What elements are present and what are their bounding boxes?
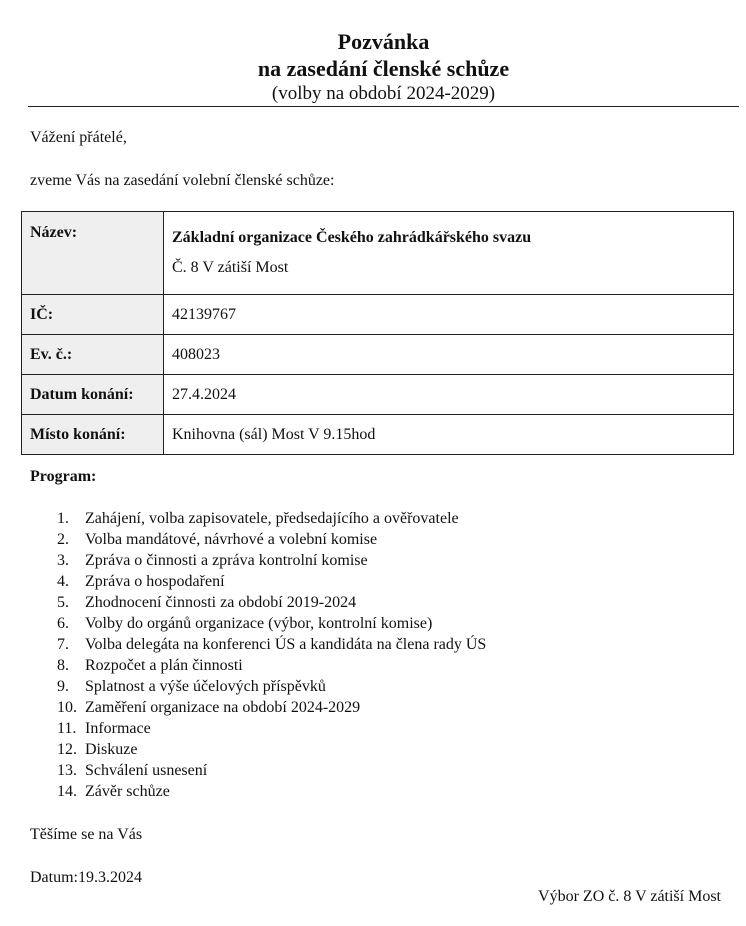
document-header <box>28 28 739 105</box>
name-label: Název: <box>22 212 164 295</box>
item-number: 14. <box>57 783 77 800</box>
program-heading: Program: <box>30 468 97 485</box>
item-number: 10. <box>57 699 77 716</box>
list-item <box>57 571 486 592</box>
item-text: Zpráva o hospodaření <box>85 573 225 590</box>
list-item <box>57 739 486 760</box>
organization-branch: Č. 8 V zátiší Most <box>172 259 289 276</box>
list-item <box>57 676 486 697</box>
list-item <box>57 613 486 634</box>
item-text: Volba mandátové, návrhové a volební komise <box>85 531 378 548</box>
item-number: 7. <box>57 636 69 653</box>
document-title-line2: na zasedání členské schůze <box>257 56 510 81</box>
item-text: Závěr schůze <box>85 783 170 800</box>
name-value-cell <box>164 212 734 295</box>
meeting-info-table <box>21 211 734 455</box>
item-number: 9. <box>57 678 69 695</box>
date-value: 27.4.2024 <box>164 375 734 415</box>
table-row <box>22 415 734 455</box>
item-number: 12. <box>57 741 77 758</box>
ev-label: Ev. č.: <box>22 335 164 375</box>
organization-name: Základní organizace Českého zahrádkářského svazu <box>172 229 532 246</box>
list-item <box>57 718 486 739</box>
item-text: Volba delegáta na konferenci ÚS a kandidáta na člena rady ÚS <box>85 636 487 653</box>
item-text: Zaměření organizace na období 2024-2029 <box>85 699 361 716</box>
table-row <box>22 295 734 335</box>
item-number: 8. <box>57 657 69 674</box>
list-item <box>57 697 486 718</box>
table-row <box>22 335 734 375</box>
closing-text: Těšíme se na Vás <box>30 826 143 843</box>
item-text: Informace <box>85 720 151 737</box>
item-text: Diskuze <box>85 741 138 758</box>
item-number: 4. <box>57 573 69 590</box>
document-title: Pozvánka <box>337 29 430 54</box>
list-item <box>57 634 486 655</box>
item-number: 3. <box>57 552 69 569</box>
item-text: Rozpočet a plán činnosti <box>85 657 243 674</box>
list-item <box>57 760 486 781</box>
program-list <box>57 508 486 802</box>
greeting: Vážení přátelé, <box>30 129 127 146</box>
signature: Výbor ZO č. 8 V zátiší Most <box>538 888 721 905</box>
document-subtitle: (volby na období 2024-2029) <box>271 83 496 104</box>
item-text: Zpráva o činnosti a zpráva kontrolní komise <box>85 552 368 569</box>
table-row <box>22 212 734 295</box>
ic-label: IČ: <box>22 295 164 335</box>
place-value: Knihovna (sál) Most V 9.15hod <box>164 415 734 455</box>
item-text: Schválení usnesení <box>85 762 208 779</box>
item-text: Zahájení, volba zapisovatele, předsedajícího a ověřovatele <box>85 510 459 527</box>
item-number: 5. <box>57 594 69 611</box>
item-text: Zhodnocení činnosti za období 2019-2024 <box>85 594 357 611</box>
list-item <box>57 781 486 802</box>
list-item <box>57 550 486 571</box>
header-divider <box>28 106 739 107</box>
item-number: 13. <box>57 762 77 779</box>
item-number: 2. <box>57 531 69 548</box>
list-item <box>57 508 486 529</box>
list-item <box>57 529 486 550</box>
date-label: Datum konání: <box>22 375 164 415</box>
ic-value: 42139767 <box>164 295 734 335</box>
item-number: 6. <box>57 615 69 632</box>
table-row <box>22 375 734 415</box>
date-line: Datum:19.3.2024 <box>30 869 142 886</box>
item-text: Splatnost a výše účelových příspěvků <box>85 678 326 695</box>
intro-text: zveme Vás na zasedání volební členské schůze: <box>30 172 335 189</box>
ev-value: 408023 <box>164 335 734 375</box>
list-item <box>57 592 486 613</box>
item-text: Volby do orgánů organizace (výbor, kontrolní komise) <box>85 615 433 632</box>
list-item <box>57 655 486 676</box>
place-label: Místo konání: <box>22 415 164 455</box>
item-number: 11. <box>57 720 77 737</box>
item-number: 1. <box>57 510 69 527</box>
